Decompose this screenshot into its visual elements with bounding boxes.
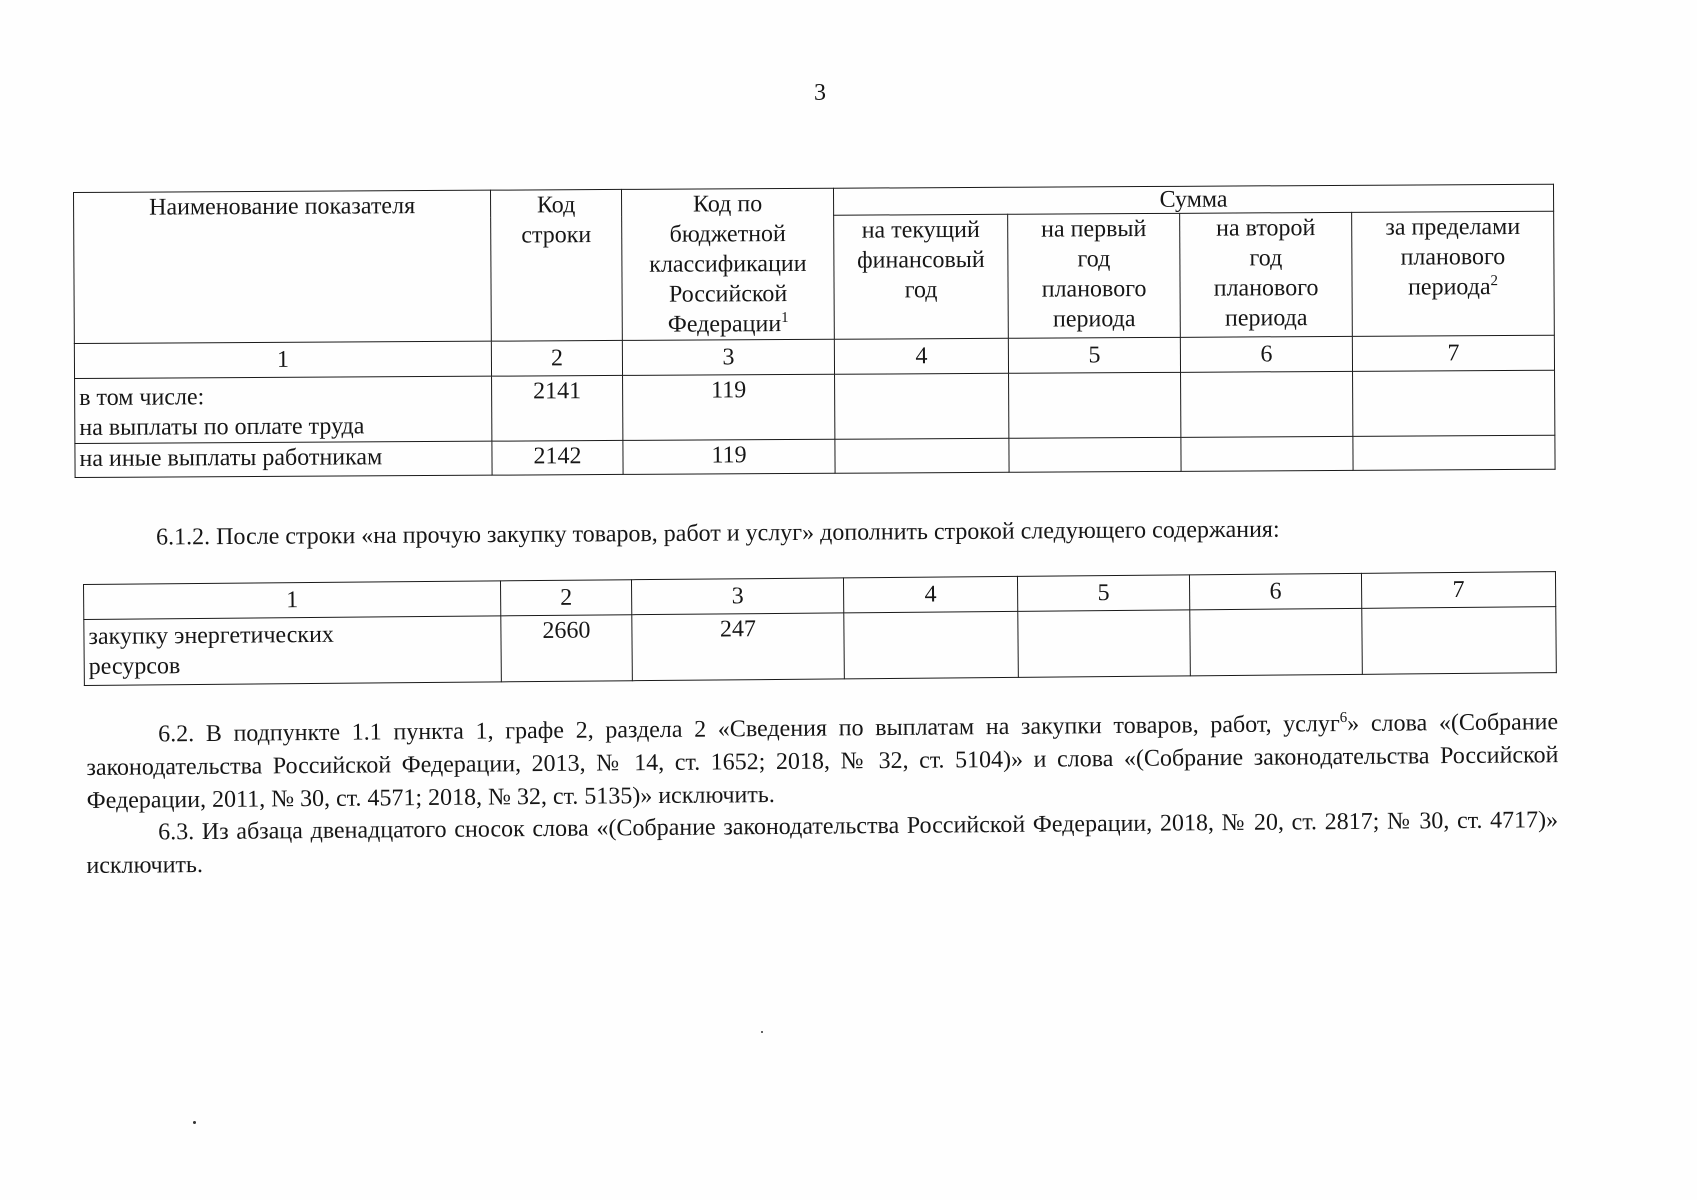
column-number: 7 bbox=[1352, 335, 1554, 371]
column-number: 3 bbox=[631, 578, 843, 615]
value-cell bbox=[844, 611, 1019, 679]
column-number: 5 bbox=[1017, 575, 1189, 611]
header-second-year: на второй год планового периода bbox=[1180, 212, 1353, 337]
indicators-table bbox=[73, 184, 1556, 478]
header-current-year: на текущий финансовый год bbox=[834, 214, 1009, 339]
scan-speck bbox=[193, 1121, 196, 1124]
column-number: 3 bbox=[622, 339, 834, 375]
row-code: 2141 bbox=[492, 375, 623, 441]
value-cell bbox=[1009, 372, 1181, 438]
footnote-marker: 1 bbox=[781, 310, 789, 327]
value-cell bbox=[1009, 437, 1181, 472]
value-cell bbox=[1181, 436, 1353, 471]
column-number: 5 bbox=[1008, 337, 1180, 373]
footnote-marker: 2 bbox=[1490, 273, 1499, 290]
row-name: закупку энергетических ресурсов bbox=[84, 616, 502, 686]
paragraph-6-3: 6.3. Из абзаца двенадцатого сносок слова «(Собрание законодательства Российской Федерации, 2018, № 20, ст. 2817; № 30, ст. 4717)» исключить. bbox=[86, 807, 1559, 879]
header-budget-code: Код по бюджетной классификации Российской Федерации$^1$ bbox=[621, 188, 834, 340]
header-sum: Сумма bbox=[833, 184, 1553, 215]
column-number: 7 bbox=[1361, 572, 1555, 609]
page-number: 3 bbox=[814, 80, 826, 106]
row-name: на иные выплаты работникам bbox=[75, 441, 492, 477]
column-number: 4 bbox=[843, 576, 1017, 613]
column-number: 6 bbox=[1180, 336, 1352, 372]
value-cell bbox=[835, 438, 1009, 473]
value-cell bbox=[1181, 371, 1353, 437]
column-number: 1 bbox=[74, 341, 491, 378]
row-code: 2660 bbox=[501, 615, 633, 682]
row-budget-code: 119 bbox=[623, 439, 835, 474]
table-row bbox=[75, 370, 1555, 443]
value-cell bbox=[835, 373, 1009, 439]
table-row bbox=[84, 607, 1557, 686]
column-number: 6 bbox=[1189, 573, 1361, 609]
paragraph-6-2: 6.2. В подпункте 1.1 пункта 1, графе 2, раздела 2 «Сведения по выплатам на закупки товаров, работ, услуг$^6$» слова «(Собрание законодательства Российской Федерации, 2013, № 14, ст. 1652; 2018, № 32, ст. 5104)» и слова «(Собрание законодательства Российской Федерации, 2011, № 30, ст. 4571; 2018, № 32, ст. 5135)» исключить. bbox=[86, 709, 1559, 814]
paragraph-6-1-2: 6.1.2. После строки «на прочую закупку товаров, работ и услуг» дополнить строкой следующего содержания: bbox=[156, 516, 1280, 551]
footnote-marker: 6 bbox=[1339, 709, 1348, 727]
column-number: 1 bbox=[84, 581, 501, 620]
header-first-year: на первый год планового периода bbox=[1008, 213, 1181, 338]
row-name: в том числе: на выплаты по оплате труда bbox=[75, 376, 492, 443]
value-cell bbox=[1190, 608, 1363, 675]
row-budget-code: 119 bbox=[623, 374, 835, 440]
column-number: 2 bbox=[491, 340, 622, 376]
header-beyond-period: за пределами планового периода$^2$ bbox=[1352, 211, 1555, 336]
scan-speck bbox=[761, 1031, 763, 1033]
value-cell bbox=[1353, 435, 1555, 470]
energy-resources-table bbox=[83, 571, 1557, 686]
value-cell bbox=[1353, 370, 1555, 436]
value-cell bbox=[1362, 607, 1557, 675]
row-code: 2142 bbox=[492, 440, 623, 475]
row-budget-code: 247 bbox=[632, 613, 845, 681]
column-number: 4 bbox=[834, 338, 1008, 374]
column-number: 2 bbox=[500, 580, 631, 616]
header-indicator-name: Наименование показателя bbox=[74, 190, 492, 343]
header-row-code: Код строки bbox=[490, 189, 622, 341]
value-cell bbox=[1018, 610, 1191, 677]
